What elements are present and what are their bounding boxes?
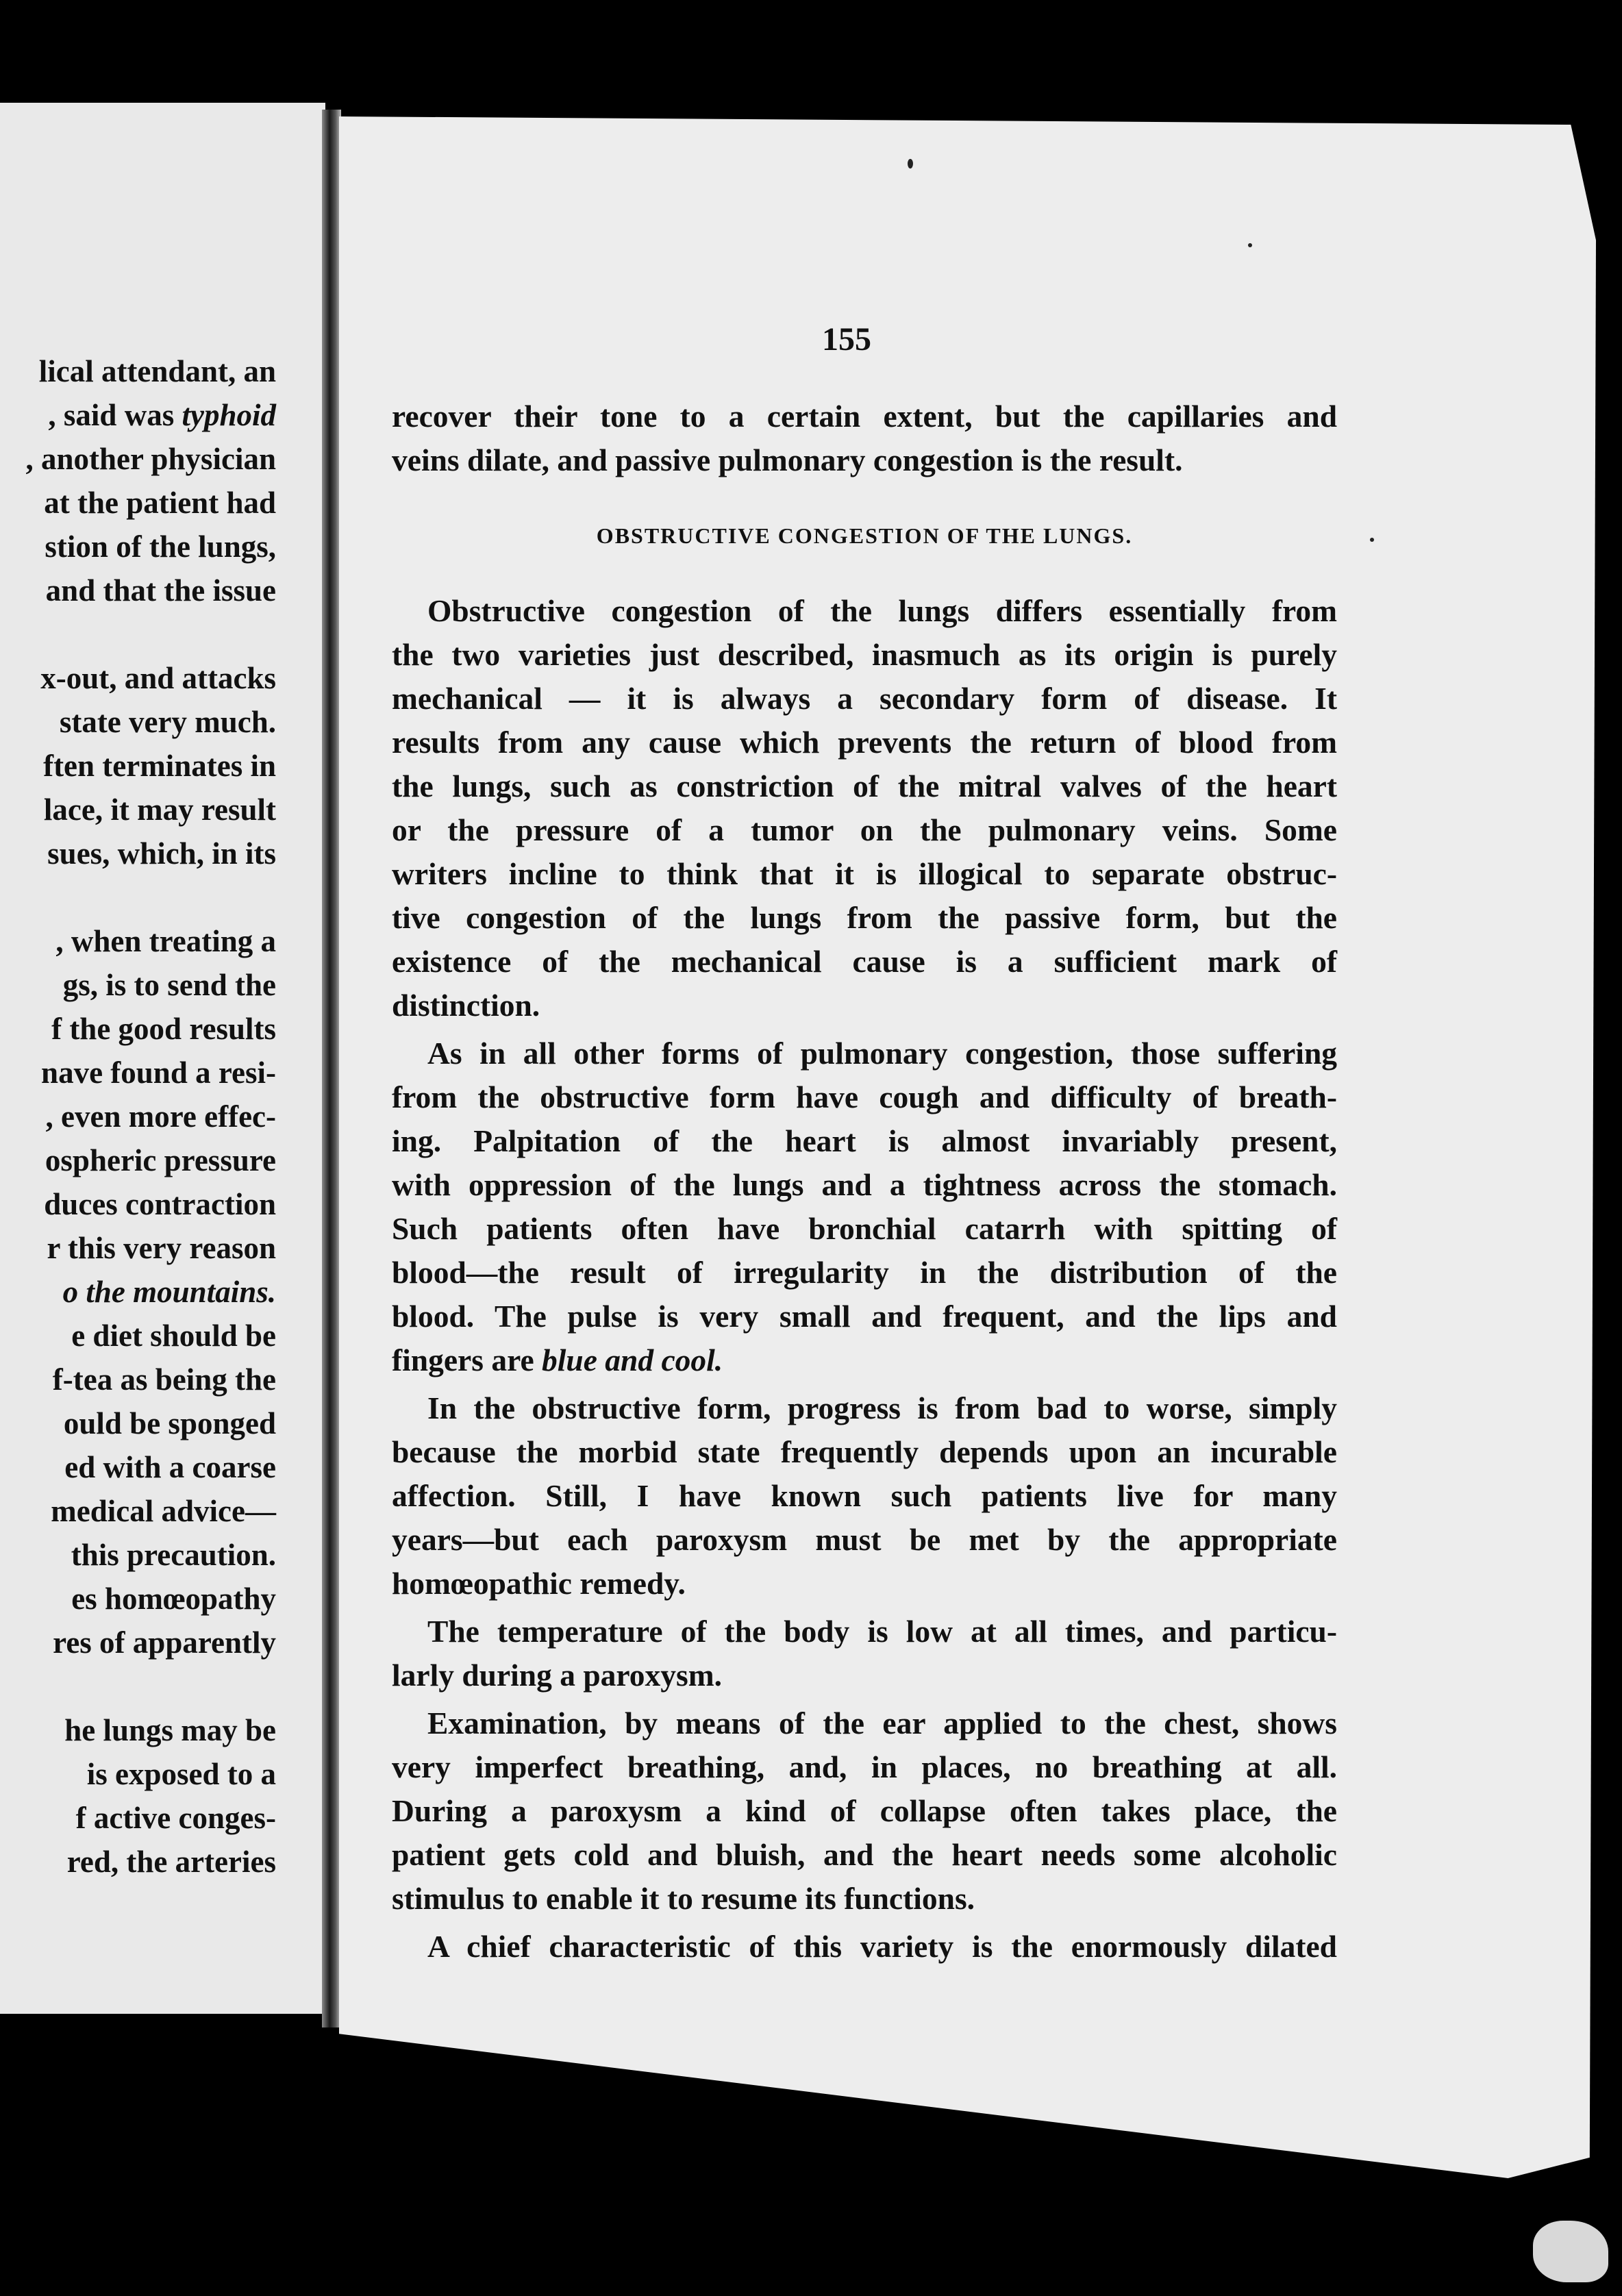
paragraph-gap bbox=[26, 1664, 277, 1708]
text-line: , even more effec- bbox=[45, 1099, 276, 1134]
text-line: ould be sponged bbox=[63, 1406, 276, 1440]
text-line: state very much. bbox=[59, 705, 276, 739]
page-corner-stain bbox=[1533, 2221, 1608, 2282]
page-number: 155 bbox=[822, 321, 871, 358]
text-line: medical advice— bbox=[51, 1494, 276, 1528]
text-line: recover their tone to a certain extent, but the capillaries and bbox=[392, 399, 1337, 434]
text-line: res of apparently bbox=[53, 1625, 276, 1660]
text-line: because the morbid state frequently depends upon an incurable bbox=[392, 1434, 1337, 1469]
text-line: from the obstructive form have cough and difficulty of breath- bbox=[392, 1080, 1337, 1114]
text-line: o the mountains. bbox=[62, 1275, 276, 1309]
text-line: he lungs may be bbox=[64, 1713, 276, 1747]
text-line: es homœopathy bbox=[71, 1582, 276, 1616]
text-line: , when treating a bbox=[55, 924, 276, 958]
text-line: existence of the mechanical cause is a sufficient mark of bbox=[392, 944, 1337, 979]
section-heading: OBSTRUCTIVE CONGESTION OF THE LUNGS. bbox=[596, 523, 1133, 548]
print-speck bbox=[1370, 538, 1374, 542]
paragraph bbox=[392, 1386, 1337, 1606]
text-line: f the good results bbox=[51, 1012, 276, 1046]
text-line: Examination, by means of the ear applied to the chest, shows bbox=[427, 1706, 1337, 1740]
text-line: at the patient had bbox=[44, 486, 276, 520]
text-line: fingers are blue and cool. bbox=[392, 1343, 723, 1377]
paragraph bbox=[392, 1610, 1337, 1697]
text-line: f-tea as being the bbox=[52, 1362, 276, 1397]
text-line: ospheric pressure bbox=[45, 1143, 276, 1177]
print-speck bbox=[908, 159, 913, 169]
text-line: Such patients often have bronchial catarrh with spitting of bbox=[392, 1211, 1337, 1246]
paragraph bbox=[392, 1701, 1337, 1921]
text-line: veins dilate, and passive pulmonary congestion is the result. bbox=[392, 442, 1183, 477]
text-line: The temperature of the body is low at all times, and particu- bbox=[427, 1614, 1337, 1649]
text-line: r this very reason bbox=[47, 1231, 276, 1265]
text-line: or the pressure of a tumor on the pulmonary veins. Some bbox=[392, 812, 1337, 847]
text-line: homœopathic remedy. bbox=[392, 1566, 686, 1601]
text-line: is exposed to a bbox=[86, 1757, 276, 1791]
text-line: duces contraction bbox=[44, 1187, 276, 1221]
text-line: A chief characteristic of this variety is the enormously dilated bbox=[427, 1929, 1337, 1964]
text-line: patient gets cold and bluish, and the heart needs some alcoholic bbox=[392, 1837, 1337, 1872]
text-line: stion of the lungs, bbox=[45, 529, 276, 564]
paragraph-gap bbox=[26, 875, 277, 919]
text-line: Obstructive congestion of the lungs differs essentially from bbox=[427, 593, 1337, 628]
text-line: blood. The pulse is very small and frequent, and the lips and bbox=[392, 1299, 1337, 1334]
book-gutter bbox=[322, 110, 341, 2027]
previous-page-fragment bbox=[0, 103, 325, 2014]
intro-paragraph bbox=[392, 395, 1337, 482]
body-paragraphs bbox=[392, 589, 1337, 1969]
text-line: f active conges- bbox=[75, 1801, 276, 1835]
text-line: As in all other forms of pulmonary congestion, those suffering bbox=[427, 1036, 1337, 1071]
text-line: In the obstructive form, progress is from bad to worse, simply bbox=[427, 1390, 1337, 1425]
text-line: very imperfect breathing, and, in places, no breathing at all. bbox=[392, 1749, 1337, 1784]
text-line: lace, it may result bbox=[43, 793, 276, 827]
text-line: the two varieties just described, inasmuch as its origin is purely bbox=[392, 637, 1337, 672]
text-line: lical attendant, an bbox=[38, 354, 276, 388]
text-line: years—but each paroxysm must be met by the appropriate bbox=[392, 1522, 1337, 1557]
text-line: stimulus to enable it to resume its functions. bbox=[392, 1881, 975, 1916]
text-line: affection. Still, I have known such patients live for many bbox=[392, 1478, 1337, 1513]
text-line: nave found a resi- bbox=[41, 1056, 276, 1090]
text-line: red, the arteries bbox=[66, 1845, 276, 1879]
text-line: sues, which, in its bbox=[47, 836, 276, 871]
print-speck bbox=[1248, 243, 1252, 247]
paragraph bbox=[392, 1925, 1337, 1969]
text-line: ften terminates in bbox=[43, 749, 276, 783]
paragraph-gap bbox=[26, 612, 277, 656]
text-line: this precaution. bbox=[71, 1538, 276, 1572]
page-body bbox=[392, 395, 1337, 1973]
text-line: mechanical — it is always a secondary form of disease. It bbox=[392, 681, 1337, 716]
text-line: the lungs, such as constriction of the mitral valves of the heart bbox=[392, 769, 1337, 803]
text-line: tive congestion of the lungs from the passive form, but the bbox=[392, 900, 1337, 935]
text-line: results from any cause which prevents the return of blood from bbox=[392, 725, 1337, 760]
text-line: e diet should be bbox=[71, 1319, 276, 1353]
text-line: writers incline to think that it is illogical to separate obstruc- bbox=[392, 856, 1337, 891]
text-line: During a paroxysm a kind of collapse often takes place, the bbox=[392, 1793, 1337, 1828]
text-line: , said was typhoid bbox=[48, 398, 276, 432]
text-line: blood—the result of irregularity in the distribution of the bbox=[392, 1255, 1337, 1290]
paragraph bbox=[392, 589, 1337, 1027]
previous-page-text bbox=[26, 349, 277, 1884]
text-line: gs, is to send the bbox=[62, 968, 276, 1002]
text-line: with oppression of the lungs and a tightness across the stomach. bbox=[392, 1167, 1337, 1202]
text-line: ing. Palpitation of the heart is almost invariably present, bbox=[392, 1123, 1337, 1158]
text-line: x-out, and attacks bbox=[40, 661, 276, 695]
text-line: ed with a coarse bbox=[64, 1450, 276, 1484]
paragraph bbox=[392, 1032, 1337, 1382]
text-line: larly during a paroxysm. bbox=[392, 1658, 723, 1693]
text-line: and that the issue bbox=[45, 573, 276, 608]
text-line: , another physician bbox=[25, 442, 276, 476]
text-line: distinction. bbox=[392, 988, 540, 1023]
